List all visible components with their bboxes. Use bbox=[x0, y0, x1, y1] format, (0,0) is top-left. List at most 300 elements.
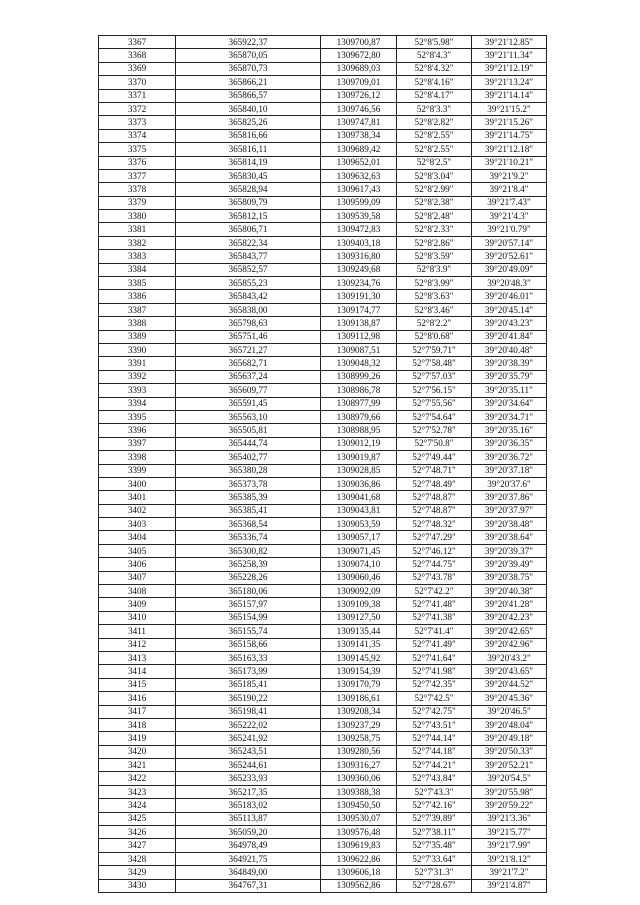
y-coordinate-cell: 1309145,92 bbox=[321, 651, 397, 664]
longitude-cell: 39°21'14.14" bbox=[472, 89, 547, 102]
latitude-cell: 52°8'0.68" bbox=[397, 330, 472, 343]
latitude-cell: 52°8'2.55" bbox=[397, 129, 472, 142]
point-number-cell: 3423 bbox=[99, 785, 176, 798]
x-coordinate-cell: 365183,02 bbox=[176, 799, 321, 812]
table-row bbox=[99, 303, 547, 316]
y-coordinate-cell: 1309154,39 bbox=[321, 665, 397, 678]
point-number-cell: 3408 bbox=[99, 585, 176, 598]
table-row bbox=[99, 718, 547, 731]
table-row bbox=[99, 410, 547, 423]
table-row bbox=[99, 384, 547, 397]
table-row bbox=[99, 424, 547, 437]
longitude-cell: 39°20'57.14" bbox=[472, 236, 547, 249]
latitude-cell: 52°7'48.87" bbox=[397, 491, 472, 504]
y-coordinate-cell: 1309632,63 bbox=[321, 169, 397, 182]
y-coordinate-cell: 1309138,87 bbox=[321, 317, 397, 330]
point-number-cell: 3379 bbox=[99, 196, 176, 209]
y-coordinate-cell: 1309127,50 bbox=[321, 611, 397, 624]
table-row bbox=[99, 290, 547, 303]
table-row bbox=[99, 812, 547, 825]
table-row bbox=[99, 759, 547, 772]
x-coordinate-cell: 365751,46 bbox=[176, 330, 321, 343]
longitude-cell: 39°21'7.99" bbox=[472, 839, 547, 852]
longitude-cell: 39°21'7.43" bbox=[472, 196, 547, 209]
latitude-cell: 52°7'59.71" bbox=[397, 343, 472, 356]
longitude-cell: 39°21'8.12" bbox=[472, 852, 547, 865]
latitude-cell: 52°8'2.38" bbox=[397, 196, 472, 209]
longitude-cell: 39°20'48.3" bbox=[472, 277, 547, 290]
table-row bbox=[99, 544, 547, 557]
y-coordinate-cell: 1309726,12 bbox=[321, 89, 397, 102]
longitude-cell: 39°20'48.04" bbox=[472, 718, 547, 731]
x-coordinate-cell: 365814,19 bbox=[176, 156, 321, 169]
longitude-cell: 39°21'15.26" bbox=[472, 116, 547, 129]
point-number-cell: 3367 bbox=[99, 36, 176, 49]
y-coordinate-cell: 1309074,10 bbox=[321, 558, 397, 571]
latitude-cell: 52°8'3.99" bbox=[397, 277, 472, 290]
point-number-cell: 3383 bbox=[99, 250, 176, 263]
x-coordinate-cell: 365838,00 bbox=[176, 303, 321, 316]
latitude-cell: 52°8'2.82" bbox=[397, 116, 472, 129]
latitude-cell: 52°7'35.48" bbox=[397, 839, 472, 852]
x-coordinate-cell: 365217,35 bbox=[176, 785, 321, 798]
y-coordinate-cell: 1309141,35 bbox=[321, 638, 397, 651]
x-coordinate-cell: 365809,79 bbox=[176, 196, 321, 209]
latitude-cell: 52°7'48.49" bbox=[397, 477, 472, 490]
longitude-cell: 39°20'38.64" bbox=[472, 531, 547, 544]
y-coordinate-cell: 1309249,68 bbox=[321, 263, 397, 276]
x-coordinate-cell: 365157,97 bbox=[176, 598, 321, 611]
longitude-cell: 39°21'12.18" bbox=[472, 143, 547, 156]
point-number-cell: 3430 bbox=[99, 879, 176, 892]
point-number-cell: 3403 bbox=[99, 518, 176, 531]
point-number-cell: 3422 bbox=[99, 772, 176, 785]
latitude-cell: 52°7'54.64" bbox=[397, 410, 472, 423]
y-coordinate-cell: 1309606,18 bbox=[321, 866, 397, 879]
table-row bbox=[99, 76, 547, 89]
y-coordinate-cell: 1309599,09 bbox=[321, 196, 397, 209]
latitude-cell: 52°7'47.29" bbox=[397, 531, 472, 544]
table-row bbox=[99, 236, 547, 249]
table-row bbox=[99, 651, 547, 664]
point-number-cell: 3429 bbox=[99, 866, 176, 879]
latitude-cell: 52°8'3.63" bbox=[397, 290, 472, 303]
y-coordinate-cell: 1309360,06 bbox=[321, 772, 397, 785]
longitude-cell: 39°20'44.52" bbox=[472, 678, 547, 691]
x-coordinate-cell: 364849,00 bbox=[176, 866, 321, 879]
latitude-cell: 52°8'2.99" bbox=[397, 183, 472, 196]
latitude-cell: 52°8'2.33" bbox=[397, 223, 472, 236]
x-coordinate-cell: 365190,22 bbox=[176, 692, 321, 705]
y-coordinate-cell: 1309092,09 bbox=[321, 585, 397, 598]
x-coordinate-cell: 365244,61 bbox=[176, 759, 321, 772]
point-number-cell: 3382 bbox=[99, 236, 176, 249]
point-number-cell: 3419 bbox=[99, 732, 176, 745]
y-coordinate-cell: 1309738,34 bbox=[321, 129, 397, 142]
latitude-cell: 52°7'33.64" bbox=[397, 852, 472, 865]
point-number-cell: 3397 bbox=[99, 437, 176, 450]
latitude-cell: 52°8'4.3" bbox=[397, 49, 472, 62]
table-row bbox=[99, 210, 547, 223]
table-row bbox=[99, 625, 547, 638]
x-coordinate-cell: 365185,41 bbox=[176, 678, 321, 691]
longitude-cell: 39°20'34.64" bbox=[472, 397, 547, 410]
coordinates-table bbox=[98, 35, 547, 893]
x-coordinate-cell: 365402,77 bbox=[176, 451, 321, 464]
longitude-cell: 39°20'45.14" bbox=[472, 303, 547, 316]
point-number-cell: 3426 bbox=[99, 826, 176, 839]
latitude-cell: 52°8'4.16" bbox=[397, 76, 472, 89]
x-coordinate-cell: 365563,10 bbox=[176, 410, 321, 423]
longitude-cell: 39°20'52.61" bbox=[472, 250, 547, 263]
point-number-cell: 3398 bbox=[99, 451, 176, 464]
table-row bbox=[99, 598, 547, 611]
table-row bbox=[99, 263, 547, 276]
y-coordinate-cell: 1309234,76 bbox=[321, 277, 397, 290]
x-coordinate-cell: 365163,33 bbox=[176, 651, 321, 664]
longitude-cell: 39°21'14.75" bbox=[472, 129, 547, 142]
table-row bbox=[99, 638, 547, 651]
x-coordinate-cell: 365840,10 bbox=[176, 102, 321, 115]
longitude-cell: 39°20'34.71" bbox=[472, 410, 547, 423]
table-row bbox=[99, 370, 547, 383]
latitude-cell: 52°7'56.15" bbox=[397, 384, 472, 397]
x-coordinate-cell: 365806,71 bbox=[176, 223, 321, 236]
table-row bbox=[99, 678, 547, 691]
longitude-cell: 39°20'52.21" bbox=[472, 759, 547, 772]
point-number-cell: 3424 bbox=[99, 799, 176, 812]
point-number-cell: 3375 bbox=[99, 143, 176, 156]
longitude-cell: 39°20'40.38" bbox=[472, 585, 547, 598]
latitude-cell: 52°7'39.89" bbox=[397, 812, 472, 825]
longitude-cell: 39°20'38.48" bbox=[472, 518, 547, 531]
point-number-cell: 3369 bbox=[99, 62, 176, 75]
longitude-cell: 39°21'4.87" bbox=[472, 879, 547, 892]
x-coordinate-cell: 365243,51 bbox=[176, 745, 321, 758]
y-coordinate-cell: 1309237,29 bbox=[321, 718, 397, 731]
latitude-cell: 52°7'42.5" bbox=[397, 692, 472, 705]
latitude-cell: 52°7'42.35" bbox=[397, 678, 472, 691]
y-coordinate-cell: 1309316,27 bbox=[321, 759, 397, 772]
table-row bbox=[99, 571, 547, 584]
x-coordinate-cell: 365852,57 bbox=[176, 263, 321, 276]
longitude-cell: 39°21'9.2" bbox=[472, 169, 547, 182]
point-number-cell: 3402 bbox=[99, 504, 176, 517]
longitude-cell: 39°20'59.22" bbox=[472, 799, 547, 812]
latitude-cell: 52°7'41.48" bbox=[397, 598, 472, 611]
y-coordinate-cell: 1309709,01 bbox=[321, 76, 397, 89]
point-number-cell: 3370 bbox=[99, 76, 176, 89]
y-coordinate-cell: 1309048,32 bbox=[321, 357, 397, 370]
y-coordinate-cell: 1309060,46 bbox=[321, 571, 397, 584]
latitude-cell: 52°8'2.55" bbox=[397, 143, 472, 156]
y-coordinate-cell: 1309316,80 bbox=[321, 250, 397, 263]
table-row bbox=[99, 772, 547, 785]
latitude-cell: 52°7'50.8" bbox=[397, 437, 472, 450]
point-number-cell: 3385 bbox=[99, 277, 176, 290]
point-number-cell: 3381 bbox=[99, 223, 176, 236]
longitude-cell: 39°21'12.85" bbox=[472, 36, 547, 49]
point-number-cell: 3388 bbox=[99, 317, 176, 330]
table-row bbox=[99, 357, 547, 370]
point-number-cell: 3374 bbox=[99, 129, 176, 142]
longitude-cell: 39°20'36.72" bbox=[472, 451, 547, 464]
table-row bbox=[99, 277, 547, 290]
x-coordinate-cell: 365591,45 bbox=[176, 397, 321, 410]
x-coordinate-cell: 365816,11 bbox=[176, 143, 321, 156]
longitude-cell: 39°20'43.23" bbox=[472, 317, 547, 330]
latitude-cell: 52°7'48.71" bbox=[397, 464, 472, 477]
table-row bbox=[99, 799, 547, 812]
longitude-cell: 39°21'15.2" bbox=[472, 102, 547, 115]
latitude-cell: 52°7'41.64" bbox=[397, 651, 472, 664]
table-row bbox=[99, 451, 547, 464]
point-number-cell: 3393 bbox=[99, 384, 176, 397]
longitude-cell: 39°20'50.33" bbox=[472, 745, 547, 758]
point-number-cell: 3405 bbox=[99, 544, 176, 557]
table-row bbox=[99, 250, 547, 263]
longitude-cell: 39°20'42.65" bbox=[472, 625, 547, 638]
x-coordinate-cell: 365922,37 bbox=[176, 36, 321, 49]
point-number-cell: 3416 bbox=[99, 692, 176, 705]
longitude-cell: 39°21'10.21" bbox=[472, 156, 547, 169]
coordinates-table-body bbox=[99, 36, 547, 893]
x-coordinate-cell: 365198,41 bbox=[176, 705, 321, 718]
table-row bbox=[99, 343, 547, 356]
table-row bbox=[99, 437, 547, 450]
y-coordinate-cell: 1308988,95 bbox=[321, 424, 397, 437]
y-coordinate-cell: 1308977,99 bbox=[321, 397, 397, 410]
latitude-cell: 52°7'42.16" bbox=[397, 799, 472, 812]
longitude-cell: 39°20'40.48" bbox=[472, 343, 547, 356]
x-coordinate-cell: 365154,99 bbox=[176, 611, 321, 624]
latitude-cell: 52°7'31.3" bbox=[397, 866, 472, 879]
point-number-cell: 3391 bbox=[99, 357, 176, 370]
y-coordinate-cell: 1309135,44 bbox=[321, 625, 397, 638]
latitude-cell: 52°7'41.49" bbox=[397, 638, 472, 651]
latitude-cell: 52°7'55.56" bbox=[397, 397, 472, 410]
longitude-cell: 39°21'13.24" bbox=[472, 76, 547, 89]
y-coordinate-cell: 1309053,59 bbox=[321, 518, 397, 531]
table-row bbox=[99, 317, 547, 330]
y-coordinate-cell: 1309186,61 bbox=[321, 692, 397, 705]
point-number-cell: 3376 bbox=[99, 156, 176, 169]
longitude-cell: 39°20'39.37" bbox=[472, 544, 547, 557]
point-number-cell: 3399 bbox=[99, 464, 176, 477]
point-number-cell: 3406 bbox=[99, 558, 176, 571]
latitude-cell: 52°7'44.18" bbox=[397, 745, 472, 758]
table-row bbox=[99, 143, 547, 156]
x-coordinate-cell: 365843,42 bbox=[176, 290, 321, 303]
latitude-cell: 52°7'52.78" bbox=[397, 424, 472, 437]
latitude-cell: 52°7'42.2" bbox=[397, 585, 472, 598]
point-number-cell: 3394 bbox=[99, 397, 176, 410]
longitude-cell: 39°20'46.01" bbox=[472, 290, 547, 303]
latitude-cell: 52°7'44.14" bbox=[397, 732, 472, 745]
y-coordinate-cell: 1309036,86 bbox=[321, 477, 397, 490]
y-coordinate-cell: 1309019,87 bbox=[321, 451, 397, 464]
longitude-cell: 39°20'46.5" bbox=[472, 705, 547, 718]
table-row bbox=[99, 866, 547, 879]
x-coordinate-cell: 365637,24 bbox=[176, 370, 321, 383]
table-row bbox=[99, 732, 547, 745]
y-coordinate-cell: 1309700,87 bbox=[321, 36, 397, 49]
x-coordinate-cell: 364978,49 bbox=[176, 839, 321, 852]
longitude-cell: 39°21'11.34" bbox=[472, 49, 547, 62]
x-coordinate-cell: 365843,77 bbox=[176, 250, 321, 263]
point-number-cell: 3392 bbox=[99, 370, 176, 383]
point-number-cell: 3386 bbox=[99, 290, 176, 303]
x-coordinate-cell: 365721,27 bbox=[176, 343, 321, 356]
point-number-cell: 3404 bbox=[99, 531, 176, 544]
point-number-cell: 3396 bbox=[99, 424, 176, 437]
table-row bbox=[99, 491, 547, 504]
table-row bbox=[99, 558, 547, 571]
table-row bbox=[99, 611, 547, 624]
y-coordinate-cell: 1309403,18 bbox=[321, 236, 397, 249]
point-number-cell: 3412 bbox=[99, 638, 176, 651]
x-coordinate-cell: 365300,82 bbox=[176, 544, 321, 557]
table-row bbox=[99, 852, 547, 865]
latitude-cell: 52°7'43.78" bbox=[397, 571, 472, 584]
latitude-cell: 52°7'43.3" bbox=[397, 785, 472, 798]
x-coordinate-cell: 364767,31 bbox=[176, 879, 321, 892]
latitude-cell: 52°8'2.86" bbox=[397, 236, 472, 249]
y-coordinate-cell: 1309530,07 bbox=[321, 812, 397, 825]
x-coordinate-cell: 365368,54 bbox=[176, 518, 321, 531]
longitude-cell: 39°20'38.75" bbox=[472, 571, 547, 584]
y-coordinate-cell: 1309539,58 bbox=[321, 210, 397, 223]
latitude-cell: 52°7'42.75" bbox=[397, 705, 472, 718]
table-row bbox=[99, 183, 547, 196]
longitude-cell: 39°20'39.49" bbox=[472, 558, 547, 571]
y-coordinate-cell: 1309174,77 bbox=[321, 303, 397, 316]
latitude-cell: 52°7'48.87" bbox=[397, 504, 472, 517]
x-coordinate-cell: 365385,41 bbox=[176, 504, 321, 517]
latitude-cell: 52°7'48.32" bbox=[397, 518, 472, 531]
point-number-cell: 3417 bbox=[99, 705, 176, 718]
point-number-cell: 3428 bbox=[99, 852, 176, 865]
x-coordinate-cell: 365682,71 bbox=[176, 357, 321, 370]
y-coordinate-cell: 1309109,38 bbox=[321, 598, 397, 611]
x-coordinate-cell: 365444,74 bbox=[176, 437, 321, 450]
longitude-cell: 39°20'37.18" bbox=[472, 464, 547, 477]
latitude-cell: 52°7'41.4" bbox=[397, 625, 472, 638]
y-coordinate-cell: 1309388,38 bbox=[321, 785, 397, 798]
point-number-cell: 3407 bbox=[99, 571, 176, 584]
point-number-cell: 3414 bbox=[99, 665, 176, 678]
latitude-cell: 52°7'46.12" bbox=[397, 544, 472, 557]
table-row bbox=[99, 745, 547, 758]
x-coordinate-cell: 365828,94 bbox=[176, 183, 321, 196]
x-coordinate-cell: 364921,75 bbox=[176, 852, 321, 865]
longitude-cell: 39°21'3.36" bbox=[472, 812, 547, 825]
y-coordinate-cell: 1309191,30 bbox=[321, 290, 397, 303]
x-coordinate-cell: 365505,81 bbox=[176, 424, 321, 437]
latitude-cell: 52°7'58.48" bbox=[397, 357, 472, 370]
longitude-cell: 39°21'4.3" bbox=[472, 210, 547, 223]
longitude-cell: 39°20'37.6" bbox=[472, 477, 547, 490]
table-row bbox=[99, 330, 547, 343]
latitude-cell: 52°8'5.98" bbox=[397, 36, 472, 49]
table-row bbox=[99, 89, 547, 102]
longitude-cell: 39°21'12.19" bbox=[472, 62, 547, 75]
x-coordinate-cell: 365870,05 bbox=[176, 49, 321, 62]
longitude-cell: 39°20'41.84" bbox=[472, 330, 547, 343]
x-coordinate-cell: 365336,74 bbox=[176, 531, 321, 544]
longitude-cell: 39°20'42.96" bbox=[472, 638, 547, 651]
y-coordinate-cell: 1308986,78 bbox=[321, 384, 397, 397]
table-row bbox=[99, 879, 547, 892]
x-coordinate-cell: 365233,93 bbox=[176, 772, 321, 785]
x-coordinate-cell: 365155,74 bbox=[176, 625, 321, 638]
point-number-cell: 3425 bbox=[99, 812, 176, 825]
y-coordinate-cell: 1309208,34 bbox=[321, 705, 397, 718]
point-number-cell: 3387 bbox=[99, 303, 176, 316]
longitude-cell: 39°20'38.39" bbox=[472, 357, 547, 370]
x-coordinate-cell: 365822,34 bbox=[176, 236, 321, 249]
longitude-cell: 39°20'41.28" bbox=[472, 598, 547, 611]
longitude-cell: 39°20'43.65" bbox=[472, 665, 547, 678]
latitude-cell: 52°8'2.5" bbox=[397, 156, 472, 169]
latitude-cell: 52°7'38.11" bbox=[397, 826, 472, 839]
longitude-cell: 39°20'37.86" bbox=[472, 491, 547, 504]
point-number-cell: 3372 bbox=[99, 102, 176, 115]
y-coordinate-cell: 1309043,81 bbox=[321, 504, 397, 517]
y-coordinate-cell: 1309057,17 bbox=[321, 531, 397, 544]
latitude-cell: 52°8'3.9" bbox=[397, 263, 472, 276]
x-coordinate-cell: 365870,73 bbox=[176, 62, 321, 75]
table-row bbox=[99, 839, 547, 852]
table-row bbox=[99, 531, 547, 544]
y-coordinate-cell: 1309258,75 bbox=[321, 732, 397, 745]
y-coordinate-cell: 1309450,50 bbox=[321, 799, 397, 812]
point-number-cell: 3415 bbox=[99, 678, 176, 691]
latitude-cell: 52°7'41.38" bbox=[397, 611, 472, 624]
longitude-cell: 39°20'35.79" bbox=[472, 370, 547, 383]
table-row bbox=[99, 518, 547, 531]
point-number-cell: 3371 bbox=[99, 89, 176, 102]
point-number-cell: 3389 bbox=[99, 330, 176, 343]
table-row bbox=[99, 156, 547, 169]
point-number-cell: 3420 bbox=[99, 745, 176, 758]
longitude-cell: 39°20'36.35" bbox=[472, 437, 547, 450]
latitude-cell: 52°7'28.67" bbox=[397, 879, 472, 892]
y-coordinate-cell: 1309087,51 bbox=[321, 343, 397, 356]
y-coordinate-cell: 1309028,85 bbox=[321, 464, 397, 477]
longitude-cell: 39°20'42.23" bbox=[472, 611, 547, 624]
x-coordinate-cell: 365241,92 bbox=[176, 732, 321, 745]
latitude-cell: 52°8'4.32" bbox=[397, 62, 472, 75]
point-number-cell: 3413 bbox=[99, 651, 176, 664]
longitude-cell: 39°20'54.5" bbox=[472, 772, 547, 785]
y-coordinate-cell: 1309689,42 bbox=[321, 143, 397, 156]
x-coordinate-cell: 365855,23 bbox=[176, 277, 321, 290]
longitude-cell: 39°20'45.36" bbox=[472, 692, 547, 705]
latitude-cell: 52°8'3.59" bbox=[397, 250, 472, 263]
y-coordinate-cell: 1308999,26 bbox=[321, 370, 397, 383]
y-coordinate-cell: 1309617,43 bbox=[321, 183, 397, 196]
y-coordinate-cell: 1309280,56 bbox=[321, 745, 397, 758]
table-row bbox=[99, 36, 547, 49]
table-row bbox=[99, 169, 547, 182]
point-number-cell: 3390 bbox=[99, 343, 176, 356]
x-coordinate-cell: 365373,78 bbox=[176, 477, 321, 490]
table-row bbox=[99, 196, 547, 209]
longitude-cell: 39°20'37.97" bbox=[472, 504, 547, 517]
point-number-cell: 3421 bbox=[99, 759, 176, 772]
table-row bbox=[99, 785, 547, 798]
